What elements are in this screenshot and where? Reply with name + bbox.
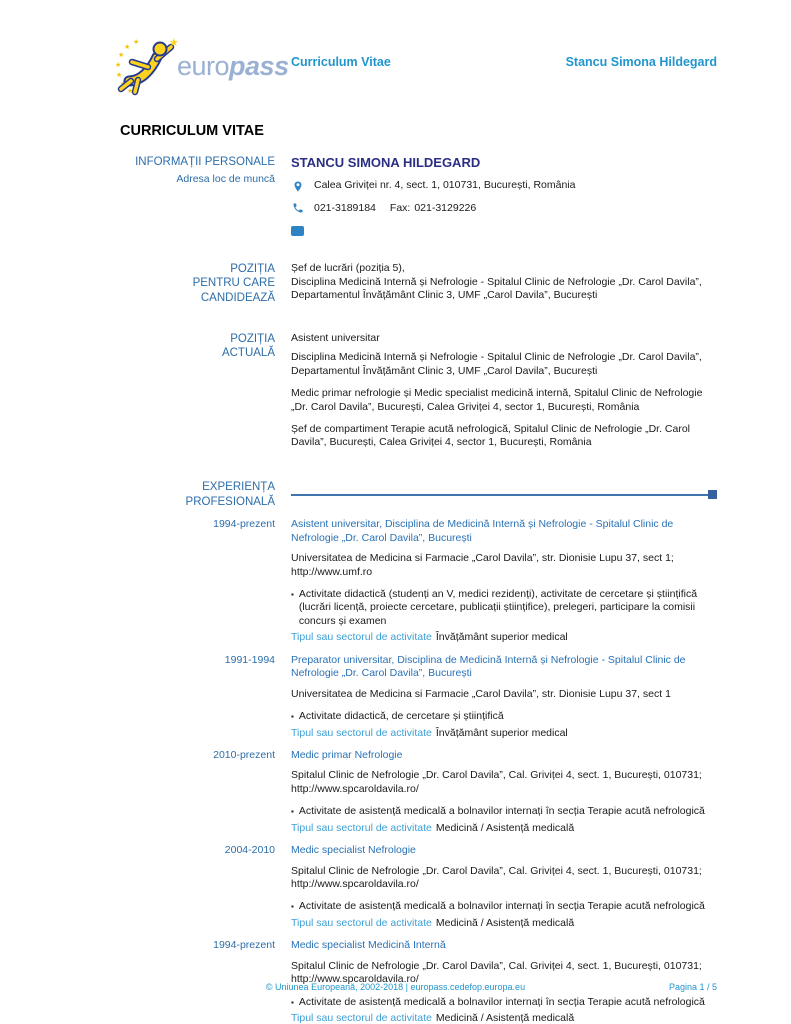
entry-content <box>291 749 717 835</box>
position-applied-content <box>291 262 717 303</box>
sector-value: Învățământ superior medical <box>435 631 568 644</box>
sector-label: Tipul sau sectorul de activitate <box>291 916 432 929</box>
entry-activity-text: Activitate de asistență medicală a bolnavilor internați în secția Terapie acută nefrologică <box>298 805 705 818</box>
fax-label: Fax: <box>389 202 411 215</box>
phone-row <box>291 202 717 215</box>
section-position-applied <box>0 262 791 306</box>
entry-activity-text: Activitate didactică (studenți an V, medici rezidenți), activitate de cercetare și științifică (lucrări licență, proiecte cercetare, publicații științifice), prelegeri, participare la comisii concurs și examen <box>298 588 698 627</box>
experience-entry <box>0 749 791 835</box>
entry-employer: Spitalul Clinic de Nefrologie „Dr. Carol Davila”, Cal. Griviței 4, sect. 1, București, 010731; http://www.spcaroldavila.ro/ <box>291 864 702 891</box>
position-applied-label-line1: POZIȚIA <box>230 262 275 275</box>
entry-activity <box>291 588 717 628</box>
current-position-p3: Medic primar nefrologie și Medic specialist medicină internă, Spitalul Clinic de Nefrologie „Dr. Carol Davila”, București, Calea Griviței 4, sector 1, București, România <box>291 387 703 413</box>
work-address-label: Adresa loc de muncă <box>176 173 275 186</box>
svg-text:★: ★ <box>118 52 125 59</box>
entry-content <box>291 844 717 930</box>
address-row <box>291 179 717 194</box>
bullet-icon: ▪ <box>291 712 294 722</box>
section-rule-square <box>708 490 717 499</box>
section-current-position <box>0 332 791 450</box>
sector-value: Medicină / Asistență medicală <box>435 1012 575 1024</box>
bullet-icon: ▪ <box>291 807 294 817</box>
logo-pass: pass <box>229 51 289 81</box>
position-applied-labels <box>120 262 275 306</box>
europass-wordmark <box>177 49 289 84</box>
logo-euro: euro <box>177 51 230 81</box>
personal-info-section-label: INFORMAȚII PERSONALE <box>135 155 275 168</box>
entry-title: Medic specialist Nefrologie <box>291 844 416 857</box>
bullet-icon: ▪ <box>291 997 294 1007</box>
entry-employer: Spitalul Clinic de Nefrologie „Dr. Carol Davila”, Cal. Griviței 4, sect. 1, București, 010731; http://www.spcaroldavila.ro/ <box>291 959 702 986</box>
position-applied-line2: Disciplina Medicină Internă și Nefrologie - Spitalul Clinic de Nefrologie „Dr. Carol Davila”, Departamentul Învățământ Clinic 3, UMF „Carol Davila”, București <box>291 276 702 302</box>
entry-sector-line <box>291 727 717 740</box>
phone-number: 021-3189184 <box>314 202 376 215</box>
entry-title: Asistent universitar, Disciplina de Medicină Internă și Nefrologie - Spitalul Clinic de Nefrologie „Dr. Carol Davila”, București <box>291 518 674 544</box>
entry-sector-line <box>291 1012 717 1024</box>
bullet-icon: ▪ <box>291 902 294 912</box>
work-address-value: Calea Griviței nr. 4, sect. 1, 010731, București, România <box>314 179 576 192</box>
entry-content <box>291 518 717 645</box>
europass-logo <box>113 36 291 96</box>
entry-activity <box>291 805 717 818</box>
bullet-icon: ▪ <box>291 590 294 600</box>
email-envelope-icon <box>291 224 304 236</box>
page-header <box>0 0 791 96</box>
current-position-content <box>291 332 717 450</box>
entry-activity <box>291 710 717 723</box>
entry-period: 2010-prezent <box>213 748 275 761</box>
person-name: STANCU SIMONA HILDEGARD <box>291 154 481 170</box>
document-type: Curriculum Vitae <box>291 55 391 69</box>
entry-period: 2004-2010 <box>224 844 275 857</box>
fax-number: 021-3129226 <box>414 202 477 215</box>
experience-section-rule <box>291 490 717 499</box>
experience-section-label: EXPERIENȚA PROFESIONALĂ <box>185 480 275 508</box>
entry-title: Medic specialist Medicină Internă <box>291 939 446 952</box>
current-position-label-line2: ACTUALĂ <box>221 347 275 360</box>
sector-label: Tipul sau sectorul de activitate <box>291 631 432 644</box>
sector-label: Tipul sau sectorul de activitate <box>291 821 432 834</box>
entry-sector-line <box>291 822 717 835</box>
entry-sector-line <box>291 631 717 644</box>
svg-text:★: ★ <box>127 88 134 95</box>
personal-info-content <box>291 155 717 236</box>
entry-employer: Universitatea de Medicina si Farmacie „Carol Davila”, str. Dionisie Lupu 37, sect 1 <box>291 687 671 700</box>
header-holder-name: Stancu Simona Hildegard <box>565 55 717 69</box>
entry-activity-text: Activitate didactică, de cercetare și științifică <box>298 710 504 723</box>
entry-period: 1991-1994 <box>224 653 275 666</box>
entry-content <box>291 654 717 740</box>
svg-text:★: ★ <box>133 39 140 46</box>
location-pin-icon <box>291 179 304 194</box>
section-experience-header <box>0 480 791 509</box>
footer-page-number: Pagina 1 / 5 <box>668 982 717 993</box>
sector-value: Medicină / Asistență medicală <box>435 821 575 834</box>
sector-value: Învățământ superior medical <box>435 726 568 739</box>
entry-sector-line <box>291 917 717 930</box>
section-rule-line <box>291 494 708 496</box>
email-row <box>291 224 717 236</box>
entry-title: Medic primar Nefrologie <box>291 748 403 761</box>
svg-text:★: ★ <box>115 62 122 69</box>
europass-figure-icon <box>113 36 181 96</box>
experience-entry <box>0 518 791 645</box>
svg-text:★: ★ <box>169 37 179 49</box>
sector-value: Medicină / Asistență medicală <box>435 916 575 929</box>
svg-text:★: ★ <box>120 81 127 88</box>
current-position-p2: Disciplina Medicină Internă și Nefrologie - Spitalul Clinic de Nefrologie „Dr. Carol Davila”, Departamentul Învățământ Clinic 3, UMF „Carol Davila”, București <box>291 351 702 377</box>
experience-entry <box>0 654 791 740</box>
current-position-p1: Asistent universitar <box>291 331 380 344</box>
entry-title: Preparator universitar, Disciplina de Medicină Internă și Nefrologie - Spitalul Clinic de Nefrologie „Dr. Carol Davila”, București <box>291 653 686 680</box>
sector-label: Tipul sau sectorul de activitate <box>291 1012 432 1024</box>
experience-entry <box>0 844 791 930</box>
phone-icon <box>291 202 304 214</box>
svg-text:★: ★ <box>116 72 123 79</box>
sector-label: Tipul sau sectorul de activitate <box>291 726 432 739</box>
personal-info-labels <box>120 155 275 187</box>
entry-period: 1994-prezent <box>213 518 275 531</box>
entry-activity <box>291 996 717 1009</box>
entry-activity-text: Activitate de asistență medicală a bolnavilor internați în secția Terapie acută nefrologică <box>298 995 705 1008</box>
page-title: CURRICULUM VITAE <box>120 123 264 139</box>
position-applied-line1: Șef de lucrări (poziția 5), <box>291 261 405 274</box>
entry-employer: Universitatea de Medicina si Farmacie „Carol Davila”, str. Dionisie Lupu 37, sect 1; http://www.umf.ro <box>291 552 674 578</box>
current-position-label-line1: POZIȚIA <box>230 332 275 345</box>
entry-employer: Spitalul Clinic de Nefrologie „Dr. Carol Davila”, Cal. Griviței 4, sect. 1, București, 010731; http://www.spcaroldavila.ro/ <box>291 769 702 795</box>
entry-activity <box>291 900 717 913</box>
entry-activity-text: Activitate de asistență medicală a bolnavilor internați în secția Terapie acută nefrologică <box>298 900 705 913</box>
position-applied-label-line2: PENTRU CARE CANDIDEAZĂ <box>192 277 275 305</box>
entry-period: 1994-prezent <box>213 939 275 952</box>
section-personal-info <box>0 155 791 236</box>
current-position-labels <box>120 332 275 361</box>
footer-copyright: © Uniunea Europeană, 2002-2018 | europass.cedefop.europa.eu <box>265 982 526 993</box>
current-position-p4: Șef de compartiment Terapie acută nefrologică, Spitalul Clinic de Nefrologie „Dr. Carol Davila”, București, Calea Griviței 4, sector 1, București, România <box>291 422 691 449</box>
svg-text:★: ★ <box>124 44 131 51</box>
